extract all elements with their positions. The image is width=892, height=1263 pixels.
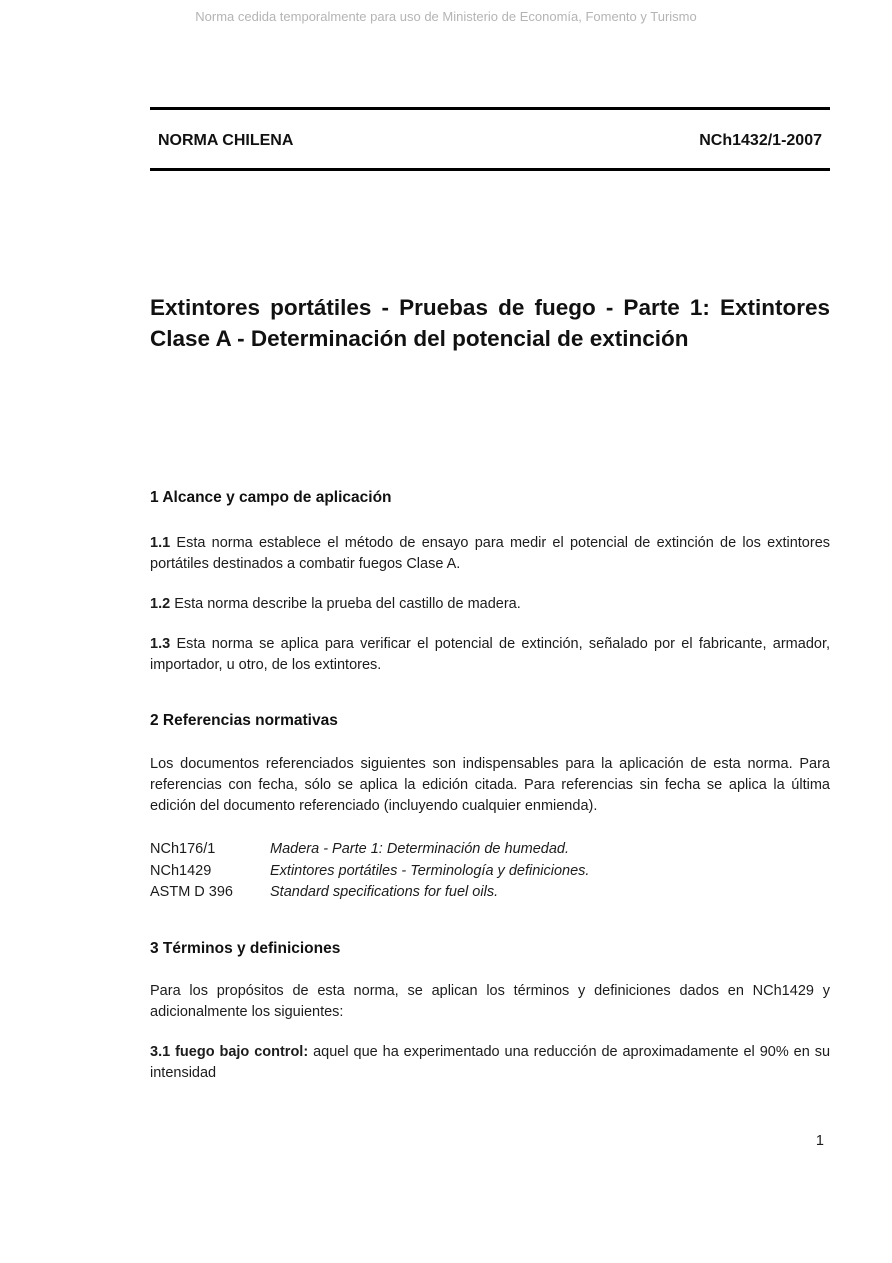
definition-3-1-text: aquel que ha experimentado una reducción de aproximadamente el 90% en su intensidad bbox=[150, 1044, 831, 1081]
section-3-intro: Para los propósitos de esta norma, se aplican los términos y definiciones dados en NCh1429 y adicionalmente los siguientes: bbox=[150, 983, 830, 1020]
reference-code: ASTM D 396 bbox=[150, 884, 233, 900]
section-2-intro: Los documentos referenciados siguientes son indispensables para la aplicación de esta norma. Para referencias con fecha, sólo se aplica la edición citada. Para referencias sin fecha se aplica la última edición del documento referenciado (incluyendo cualquier enmienda). bbox=[150, 756, 830, 814]
section-3-heading: 3 Términos y definiciones bbox=[150, 940, 341, 957]
page-number: 1 bbox=[815, 1133, 824, 1149]
reference-item bbox=[150, 839, 830, 861]
document-title: Extintores portátiles - Pruebas de fuego - Parte 1: Extintores Clase A - Determinación del potencial de extinción bbox=[150, 295, 830, 351]
header-rule-top bbox=[150, 107, 830, 110]
reference-code: NCh176/1 bbox=[150, 841, 216, 857]
paragraph-1-2-text: Esta norma describe la prueba del castillo de madera. bbox=[174, 596, 521, 612]
references-list bbox=[150, 839, 830, 904]
header-standard-type: NORMA CHILENA bbox=[158, 132, 294, 149]
section-2-heading: 2 Referencias normativas bbox=[150, 712, 338, 729]
section-1-heading: 1 Alcance y campo de aplicación bbox=[150, 489, 392, 506]
document-header bbox=[150, 130, 830, 152]
paragraph-1-2-number: 1.2 bbox=[150, 596, 171, 612]
paragraph-1-2 bbox=[150, 594, 830, 615]
definition-3-1 bbox=[150, 1042, 830, 1084]
paragraph-1-1-number: 1.1 bbox=[150, 535, 171, 551]
paragraph-1-3-text: Esta norma se aplica para verificar el potencial de extinción, señalado por el fabricante, armador, importador, u otro, de los extintores. bbox=[150, 636, 831, 673]
paragraph-1-1-text: Esta norma establece el método de ensayo para medir el potencial de extinción de los extintores portátiles destinados a combatir fuegos Clase A. bbox=[150, 535, 831, 572]
paragraph-1-1 bbox=[150, 533, 830, 575]
reference-title: Madera - Parte 1: Determinación de humedad. bbox=[270, 841, 570, 857]
watermark-text: Norma cedida temporalmente para uso de Ministerio de Economía, Fomento y Turismo bbox=[195, 9, 697, 24]
reference-title: Standard specifications for fuel oils. bbox=[270, 884, 499, 900]
header-rule-bottom bbox=[150, 168, 830, 171]
paragraph-1-3 bbox=[150, 634, 830, 676]
reference-code: NCh1429 bbox=[150, 862, 212, 879]
reference-title: Extintores portátiles - Terminología y definiciones. bbox=[270, 862, 590, 879]
reference-item bbox=[150, 882, 830, 904]
header-standard-code: NCh1432/1-2007 bbox=[699, 132, 822, 149]
reference-item bbox=[150, 861, 830, 883]
definition-3-1-term: 3.1 fuego bajo control: bbox=[150, 1044, 309, 1060]
paragraph-1-3-number: 1.3 bbox=[150, 636, 171, 652]
